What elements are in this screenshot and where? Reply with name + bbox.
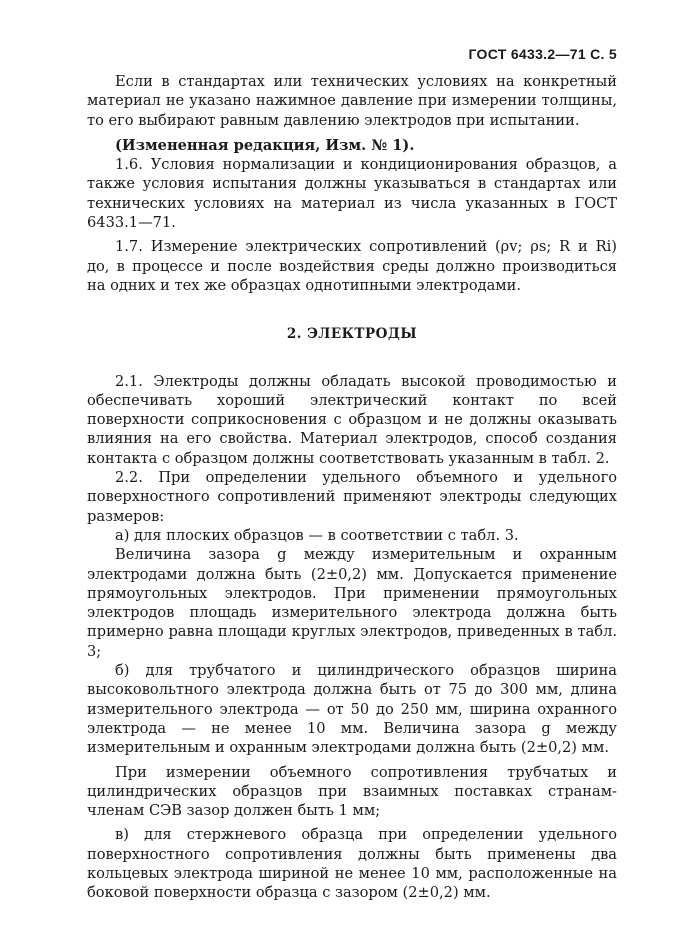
paragraph-2-2-a: а) для плоских образцов — в соответствии с табл. 3. xyxy=(115,526,519,544)
paragraph-2-2-v: в) для стержневого образца при определении удельного поверхностного сопротивления должны быть применены два кольцевых электрода шириной не менее 10 мм, расположенные на боковой поверхности образца с зазором (2±0,2) мм. xyxy=(87,826,617,902)
document-body xyxy=(87,72,617,903)
paragraph-1-7: 1.7. Измерение электрических сопротивлений (ρv; ρs; R и Ri) до, в процессе и после воздействия среды должно производиться на одних и тех же образцах однотипными электродами. xyxy=(87,238,617,294)
paragraph-intro: Если в стандартах или технических условиях на конкретный материал не указано нажимное давление при измерении толщины, то его выбирают равным давлению электродов при испытании. xyxy=(87,73,617,129)
section-heading: 2. ЭЛЕКТРОДЫ xyxy=(286,326,418,343)
paragraph-2-2-b: б) для трубчатого и цилиндрического образцов ширина высоковольтного электрода должна быть от 75 до 300 мм, длина измерительного электрода — от 50 до 250 мм, ширина охранного электрода — не менее 10 мм. Величина зазора g между измерительным и охранным электродами должна быть (2±0,2) мм. xyxy=(87,662,617,757)
page-header: ГОСТ 6433.2—71 С. 5 xyxy=(468,46,617,62)
paragraph-2-1: 2.1. Электроды должны обладать высокой проводимостью и обеспечивать хороший электрический контакт по всей поверхности соприкосновения с образцом и не должны оказывать влияния на его свойства. Материал электродов, способ создания контакта с образцом должны соответствовать указанным в табл. 2. xyxy=(87,372,617,467)
paragraph-2-2-b-sev: При измерении объемного сопротивления трубчатых и цилиндрических образцов при взаимных поставках странам-членам СЭВ зазор должен быть 1 мм; xyxy=(87,763,617,820)
paragraph-1-6: 1.6. Условия нормализации и кондиционирования образцов, а также условия испытания должны указываться в стандартах или технических условиях на материал из числа указанных в ГОСТ 6433.1—71. xyxy=(87,156,617,232)
paragraph-2-2: 2.2. При определении удельного объемного и удельного поверхностного сопротивлений применяют электроды следующих размеров: xyxy=(87,469,617,525)
paragraph-2-2-a-gap: Величина зазора g между измерительным и охранным электродами должна быть (2±0,2) мм. Допускается применение прямоугольных электродов. При применении прямоугольных электродов площадь измерительного электрода должна быть примерно равна площади круглых электродов, приведенных в табл. 3; xyxy=(87,546,617,660)
amendment-note: (Измененная редакция, Изм. № 1). xyxy=(115,136,415,154)
